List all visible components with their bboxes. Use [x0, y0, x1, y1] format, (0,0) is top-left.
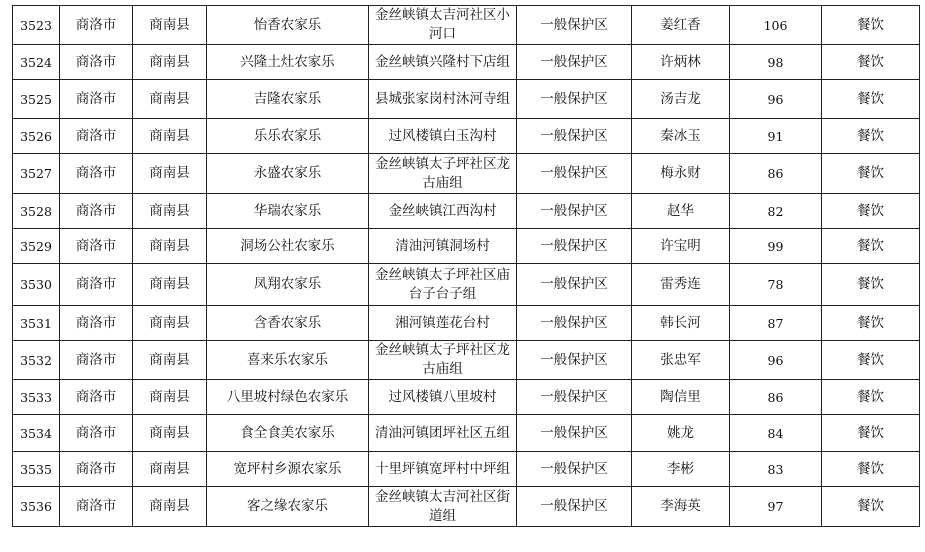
cell-business-type: 餐饮 — [822, 380, 920, 415]
cell-id: 3526 — [13, 119, 60, 154]
cell-owner: 李海英 — [632, 487, 730, 527]
cell-protection-zone: 一般保护区 — [517, 264, 632, 306]
cell-business-type: 餐饮 — [822, 452, 920, 487]
cell-county: 商南县 — [133, 6, 207, 45]
cell-id: 3523 — [13, 6, 60, 45]
cell-city: 商洛市 — [60, 194, 133, 229]
cell-county: 商南县 — [133, 194, 207, 229]
cell-protection-zone: 一般保护区 — [517, 415, 632, 452]
cell-county: 商南县 — [133, 119, 207, 154]
cell-owner: 张忠军 — [632, 341, 730, 380]
cell-city: 商洛市 — [60, 119, 133, 154]
cell-city: 商洛市 — [60, 415, 133, 452]
cell-owner: 秦冰玉 — [632, 119, 730, 154]
cell-protection-zone: 一般保护区 — [517, 119, 632, 154]
cell-id: 3530 — [13, 264, 60, 306]
cell-protection-zone: 一般保护区 — [517, 80, 632, 119]
cell-business-type: 餐饮 — [822, 119, 920, 154]
cell-business-name: 宽坪村乡源农家乐 — [207, 452, 369, 487]
cell-owner: 许炳林 — [632, 45, 730, 80]
cell-id: 3529 — [13, 229, 60, 264]
cell-number: 98 — [730, 45, 822, 80]
cell-business-type: 餐饮 — [822, 80, 920, 119]
cell-business-type: 餐饮 — [822, 415, 920, 452]
cell-number: 96 — [730, 80, 822, 119]
cell-protection-zone: 一般保护区 — [517, 194, 632, 229]
cell-business-name: 食全食美农家乐 — [207, 415, 369, 452]
cell-location: 湘河镇莲花台村 — [369, 306, 517, 341]
cell-business-type: 餐饮 — [822, 229, 920, 264]
cell-county: 商南县 — [133, 452, 207, 487]
cell-owner: 梅永财 — [632, 154, 730, 194]
cell-city: 商洛市 — [60, 80, 133, 119]
cell-county: 商南县 — [133, 80, 207, 119]
cell-location: 金丝峡镇江西沟村 — [369, 194, 517, 229]
cell-city: 商洛市 — [60, 452, 133, 487]
cell-location: 过风楼镇八里坡村 — [369, 380, 517, 415]
cell-city: 商洛市 — [60, 154, 133, 194]
table-row — [13, 229, 920, 264]
cell-county: 商南县 — [133, 415, 207, 452]
cell-county: 商南县 — [133, 45, 207, 80]
table-row — [13, 341, 920, 380]
cell-location: 金丝峡镇兴隆村下店组 — [369, 45, 517, 80]
cell-protection-zone: 一般保护区 — [517, 487, 632, 527]
table-row — [13, 119, 920, 154]
cell-owner: 雷秀连 — [632, 264, 730, 306]
cell-owner: 韩长河 — [632, 306, 730, 341]
cell-id: 3528 — [13, 194, 60, 229]
cell-business-name: 乐乐农家乐 — [207, 119, 369, 154]
cell-business-name: 洞场公社农家乐 — [207, 229, 369, 264]
cell-business-name: 华瑞农家乐 — [207, 194, 369, 229]
cell-county: 商南县 — [133, 380, 207, 415]
cell-county: 商南县 — [133, 229, 207, 264]
cell-number: 97 — [730, 487, 822, 527]
cell-id: 3531 — [13, 306, 60, 341]
cell-owner: 许宝明 — [632, 229, 730, 264]
table-row — [13, 154, 920, 194]
cell-protection-zone: 一般保护区 — [517, 229, 632, 264]
cell-city: 商洛市 — [60, 229, 133, 264]
cell-number: 99 — [730, 229, 822, 264]
table-row — [13, 306, 920, 341]
cell-number: 86 — [730, 380, 822, 415]
cell-business-name: 凤翔农家乐 — [207, 264, 369, 306]
cell-protection-zone: 一般保护区 — [517, 154, 632, 194]
cell-number: 82 — [730, 194, 822, 229]
cell-city: 商洛市 — [60, 264, 133, 306]
cell-owner: 姜红香 — [632, 6, 730, 45]
cell-county: 商南县 — [133, 487, 207, 527]
cell-id: 3524 — [13, 45, 60, 80]
table-row — [13, 194, 920, 229]
table-row — [13, 452, 920, 487]
cell-city: 商洛市 — [60, 341, 133, 380]
cell-business-type: 餐饮 — [822, 487, 920, 527]
cell-id: 3533 — [13, 380, 60, 415]
records-table — [12, 5, 920, 527]
cell-city: 商洛市 — [60, 487, 133, 527]
cell-number: 78 — [730, 264, 822, 306]
cell-number: 87 — [730, 306, 822, 341]
cell-protection-zone: 一般保护区 — [517, 341, 632, 380]
cell-location: 金丝峡镇太子坪社区庙台子台子组 — [369, 264, 517, 306]
cell-location: 清油河镇洞场村 — [369, 229, 517, 264]
cell-location: 金丝峡镇太子坪社区龙古庙组 — [369, 341, 517, 380]
cell-id: 3532 — [13, 341, 60, 380]
cell-location: 县城张家岗村沐河寺组 — [369, 80, 517, 119]
cell-business-type: 餐饮 — [822, 341, 920, 380]
table-row — [13, 264, 920, 306]
cell-business-name: 含香农家乐 — [207, 306, 369, 341]
cell-id: 3525 — [13, 80, 60, 119]
cell-city: 商洛市 — [60, 6, 133, 45]
table-row — [13, 415, 920, 452]
table-row — [13, 45, 920, 80]
cell-business-type: 餐饮 — [822, 264, 920, 306]
cell-location: 过风楼镇白玉沟村 — [369, 119, 517, 154]
cell-county: 商南县 — [133, 341, 207, 380]
cell-business-type: 餐饮 — [822, 6, 920, 45]
cell-business-name: 八里坡村绿色农家乐 — [207, 380, 369, 415]
cell-owner: 汤吉龙 — [632, 80, 730, 119]
cell-location: 清油河镇团坪社区五组 — [369, 415, 517, 452]
cell-protection-zone: 一般保护区 — [517, 306, 632, 341]
cell-city: 商洛市 — [60, 306, 133, 341]
cell-number: 83 — [730, 452, 822, 487]
cell-id: 3527 — [13, 154, 60, 194]
cell-business-name: 永盛农家乐 — [207, 154, 369, 194]
cell-number: 86 — [730, 154, 822, 194]
cell-id: 3536 — [13, 487, 60, 527]
cell-county: 商南县 — [133, 306, 207, 341]
cell-business-name: 喜来乐农家乐 — [207, 341, 369, 380]
table-body — [13, 6, 920, 527]
cell-business-name: 怡香农家乐 — [207, 6, 369, 45]
cell-owner: 陶信里 — [632, 380, 730, 415]
cell-number: 96 — [730, 341, 822, 380]
cell-business-type: 餐饮 — [822, 194, 920, 229]
cell-id: 3535 — [13, 452, 60, 487]
cell-protection-zone: 一般保护区 — [517, 452, 632, 487]
cell-owner: 李彬 — [632, 452, 730, 487]
cell-owner: 姚龙 — [632, 415, 730, 452]
cell-county: 商南县 — [133, 264, 207, 306]
cell-number: 106 — [730, 6, 822, 45]
cell-location: 金丝峡镇太子坪社区龙古庙组 — [369, 154, 517, 194]
cell-location: 金丝峡镇太吉河社区街道组 — [369, 487, 517, 527]
table-row — [13, 380, 920, 415]
table-row — [13, 487, 920, 527]
cell-protection-zone: 一般保护区 — [517, 45, 632, 80]
cell-business-type: 餐饮 — [822, 306, 920, 341]
cell-number: 84 — [730, 415, 822, 452]
cell-protection-zone: 一般保护区 — [517, 380, 632, 415]
cell-business-name: 兴隆土灶农家乐 — [207, 45, 369, 80]
cell-owner: 赵华 — [632, 194, 730, 229]
cell-business-name: 吉隆农家乐 — [207, 80, 369, 119]
cell-city: 商洛市 — [60, 380, 133, 415]
cell-number: 91 — [730, 119, 822, 154]
table-row — [13, 6, 920, 45]
table-row — [13, 80, 920, 119]
cell-business-type: 餐饮 — [822, 154, 920, 194]
cell-id: 3534 — [13, 415, 60, 452]
cell-business-type: 餐饮 — [822, 45, 920, 80]
cell-location: 金丝峡镇太吉河社区小河口 — [369, 6, 517, 45]
cell-city: 商洛市 — [60, 45, 133, 80]
cell-county: 商南县 — [133, 154, 207, 194]
cell-business-name: 客之缘农家乐 — [207, 487, 369, 527]
cell-location: 十里坪镇宽坪村中坪组 — [369, 452, 517, 487]
cell-protection-zone: 一般保护区 — [517, 6, 632, 45]
